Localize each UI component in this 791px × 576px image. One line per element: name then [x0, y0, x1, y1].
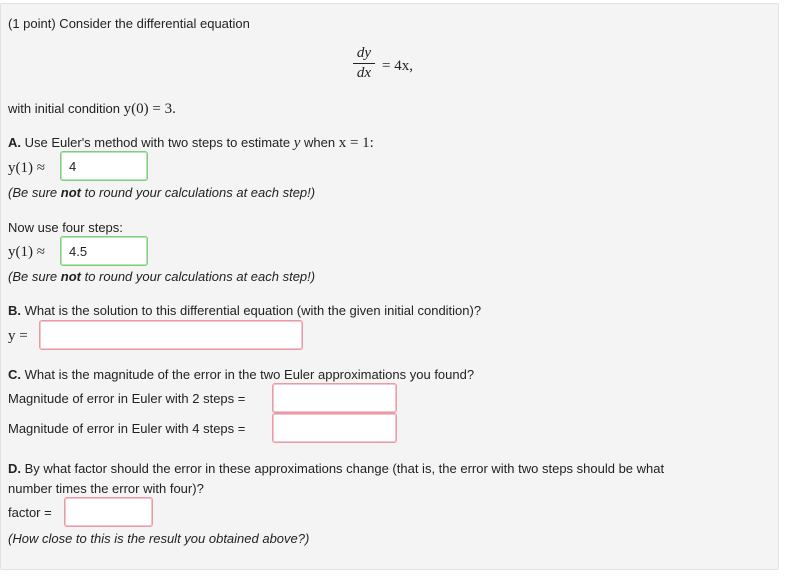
error-four-label: Magnitude of error in Euler with 4 steps = [8, 421, 246, 436]
part-a-text: Use Euler's method with two steps to estimate [21, 135, 294, 150]
fraction-numerator: dy [356, 45, 372, 61]
y-equals-label: y = [8, 328, 28, 344]
euler-four-steps-input[interactable] [60, 236, 148, 266]
equation-rhs: = 4x, [382, 58, 413, 74]
part-c-label: C. [8, 367, 21, 382]
initial-condition [8, 101, 176, 118]
error-two-steps-input[interactable] [272, 383, 397, 413]
part-a-prompt [8, 135, 374, 152]
error-four-steps-input[interactable] [272, 413, 397, 443]
part-d-text: By what factor should the error in these approximations change (that is, the error with two steps should be what [21, 461, 665, 476]
approx-label-four: y(1) ≈ [8, 244, 45, 260]
initial-condition-math: y(0) = 3. [123, 101, 176, 117]
part-d-prompt-line2: number times the error with four)? [8, 481, 204, 496]
problem-panel [0, 3, 779, 570]
euler-two-steps-input[interactable] [60, 151, 148, 181]
part-a-var-y: y [293, 135, 301, 151]
part-a-label: A. [8, 135, 21, 150]
part-c-prompt [8, 367, 474, 382]
factor-label: factor = [8, 505, 52, 520]
solution-input[interactable] [39, 320, 303, 350]
part-c-text: What is the magnitude of the error in the two Euler approximations you found? [21, 367, 475, 382]
initial-condition-text: with initial condition [8, 101, 124, 116]
four-steps-label: Now use four steps: [8, 220, 123, 235]
intro-text: (1 point) Consider the differential equation [8, 16, 250, 31]
part-d-label: D. [8, 461, 21, 476]
part-b-text: What is the solution to this differential equation (with the given initial condition)? [21, 303, 482, 318]
factor-input[interactable] [64, 497, 153, 527]
derivative-fraction [353, 45, 375, 82]
part-d-prompt-line1 [8, 461, 664, 476]
part-a-text2: when [300, 135, 339, 150]
rounding-note-1: (Be sure not to round your calculations at each step!) [8, 185, 316, 200]
part-b-prompt [8, 303, 481, 318]
part-b-label: B. [8, 303, 21, 318]
factor-note: (How close to this is the result you obtained above?) [8, 531, 310, 546]
rounding-note-2: (Be sure not to round your calculations at each step!) [8, 269, 316, 284]
approx-label-two: y(1) ≈ [8, 160, 45, 176]
part-a-condition: x = 1: [338, 135, 374, 151]
fraction-denominator: dx [356, 65, 372, 81]
error-two-label: Magnitude of error in Euler with 2 steps = [8, 391, 246, 406]
